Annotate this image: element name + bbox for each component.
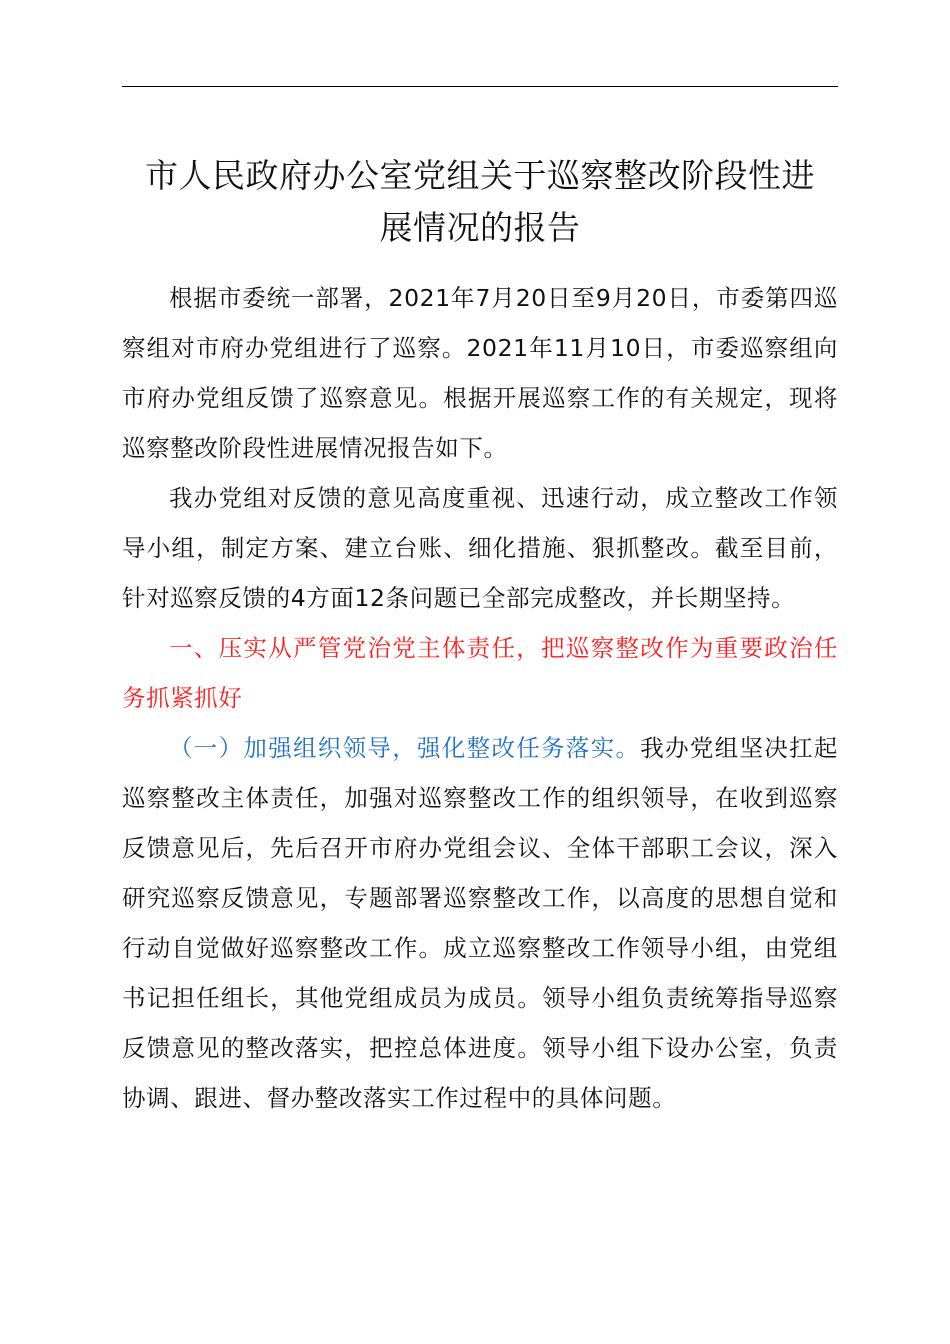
paragraph-summary: 我办党组对反馈的意见高度重视、迅速行动，成立整改工作领导小组，制定方案、建立台账、细化措施、狠抓整改。截至目前，针对巡察反馈的4方面12条问题已全部完成整改，并长期坚持。 (122, 484, 838, 612)
subsection-body-1: 我办党组坚决扛起巡察整改主体责任，加强对巡察整改工作的组织领导，在收到巡察反馈意见后，先后召开市府办党组会议、全体干部职工会议，深入研究巡察反馈意见，专题部署巡察整改工作，以高度的思想自觉和行动自觉做好巡察整改工作。成立巡察整改工作领导小组，由党组书记担任组长，其他党组成员为成员。领导小组负责统筹指导巡察反馈意见的整改落实，把控总体进度。领导小组下设办公室，负责协调、跟进、督办整改落实工作过程中的具体问题。 (122, 734, 838, 1112)
document-body (122, 273, 838, 1123)
header-rule (122, 86, 838, 87)
title-line-1: 市人民政府办公室党组关于巡察整改阶段性进 (145, 156, 815, 195)
title-line-2: 展情况的报告 (379, 208, 581, 247)
subsection-paragraph-1 (122, 723, 838, 1123)
section-heading-1: 一、压实从严管党治党主体责任，把巡察整改作为重要政治任务抓紧抓好 (122, 634, 838, 712)
subsection-heading-1: （一）加强组织领导，强化整改任务落实。 (169, 734, 641, 762)
paragraph-intro: 根据市委统一部署，2021年7月20日至9月20日，市委第四巡察组对市府办党组进行了巡察。2021年11月10日，市委巡察组向市府办党组反馈了巡察意见。根据开展巡察工作的有关规定，现将巡察整改阶段性进展情况报告如下。 (122, 284, 838, 462)
document-title (122, 150, 838, 254)
